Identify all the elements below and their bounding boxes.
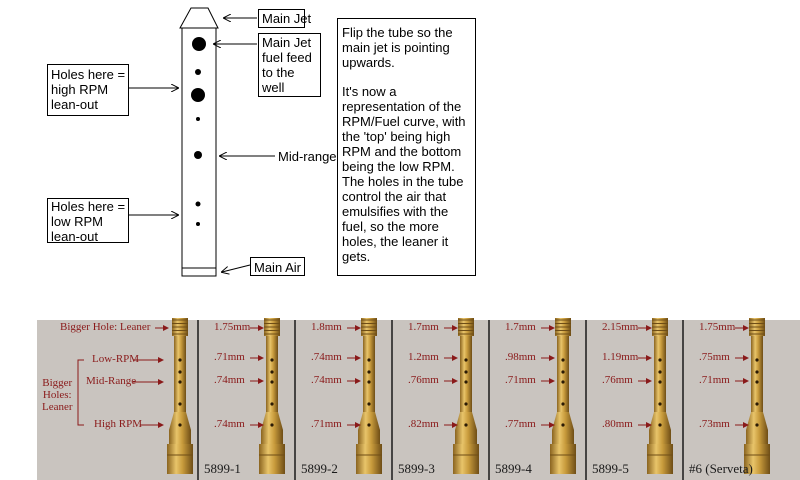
legend-bracket [78, 360, 84, 425]
tube-6-model: #6 (Serveta) [689, 461, 753, 476]
tube-6-high-size: .73mm [699, 418, 730, 430]
high-rpm-legend: High RPM [94, 418, 142, 430]
tube-2-mid-size: .74mm [311, 374, 342, 386]
tube-3-model: 5899-3 [398, 461, 435, 476]
tube-5-high-size: .80mm [602, 418, 633, 430]
main-jet-feed-label: Main Jet fuel feed to the well [262, 35, 312, 95]
tube-3-top-size: 1.7mm [408, 321, 439, 333]
tube-5-low-size: 1.19mm [602, 351, 639, 363]
tube-4-mid-size: .71mm [505, 374, 536, 386]
emulsion-tube-5 [647, 318, 673, 474]
tube-6-mid-size: .71mm [699, 374, 730, 386]
tube-3-mid-size: .76mm [408, 374, 439, 386]
tube-4-top-size: 1.7mm [505, 321, 536, 333]
tube-5-top-size: 2.15mm [602, 321, 639, 333]
emulsion-tube-1 [259, 318, 285, 474]
high-rpm-label: Holes here = high RPM lean-out [51, 67, 126, 112]
low-rpm-legend: Low-RPM [92, 353, 140, 365]
bigger-hole-legend: Bigger Hole: Leaner [60, 321, 151, 333]
mid-range-label: Mid-range [278, 149, 337, 164]
emulsion-tube-4 [550, 318, 576, 474]
emulsion-tube-2 [356, 318, 382, 474]
tube-4-high-size: .77mm [505, 418, 536, 430]
tube-1-model: 5899-1 [204, 461, 241, 476]
tube-2-low-size: .74mm [311, 351, 342, 363]
tube-4-model: 5899-4 [495, 461, 532, 476]
tube-2-high-size: .71mm [311, 418, 342, 430]
main-air-label: Main Air [254, 260, 301, 275]
low-rpm-label: Holes here = low RPM lean-out [51, 199, 126, 244]
reference-tube [167, 318, 193, 474]
tube-4-low-size: .98mm [505, 351, 536, 363]
tube-3-high-size: .82mm [408, 418, 439, 430]
tube-2-model: 5899-2 [301, 461, 338, 476]
note-paragraph-1: Flip the tube so the main jet is pointing upwards. [342, 25, 453, 70]
tube-1-high-size: .74mm [214, 418, 245, 430]
emulsion-tube-6 [744, 318, 770, 474]
tube-2-top-size: 1.8mm [311, 321, 342, 333]
tube-6-top-size: 1.75mm [699, 321, 736, 333]
tube-1-top-size: 1.75mm [214, 321, 251, 333]
mid-range-legend: Mid-Range [86, 375, 137, 387]
note-paragraph-2: It's now a representation of the RPM/Fuel curve, with the 'top' being high RPM and the bottom being the low RPM. The holes in the tube control the air that emulsifies with the fuel, so the more holes, the leaner it gets. [342, 84, 466, 264]
main-jet-label: Main Jet [262, 11, 312, 26]
tube-6-low-size: .75mm [699, 351, 730, 363]
emulsion-tube-3 [453, 318, 479, 474]
tube-3-low-size: 1.2mm [408, 351, 439, 363]
bigger-holes-legend: Bigger Holes: Leaner [42, 377, 73, 413]
tube-5-mid-size: .76mm [602, 374, 633, 386]
tube-5-model: 5899-5 [592, 461, 629, 476]
tube-1-mid-size: .74mm [214, 374, 245, 386]
tube-1-low-size: .71mm [214, 351, 245, 363]
